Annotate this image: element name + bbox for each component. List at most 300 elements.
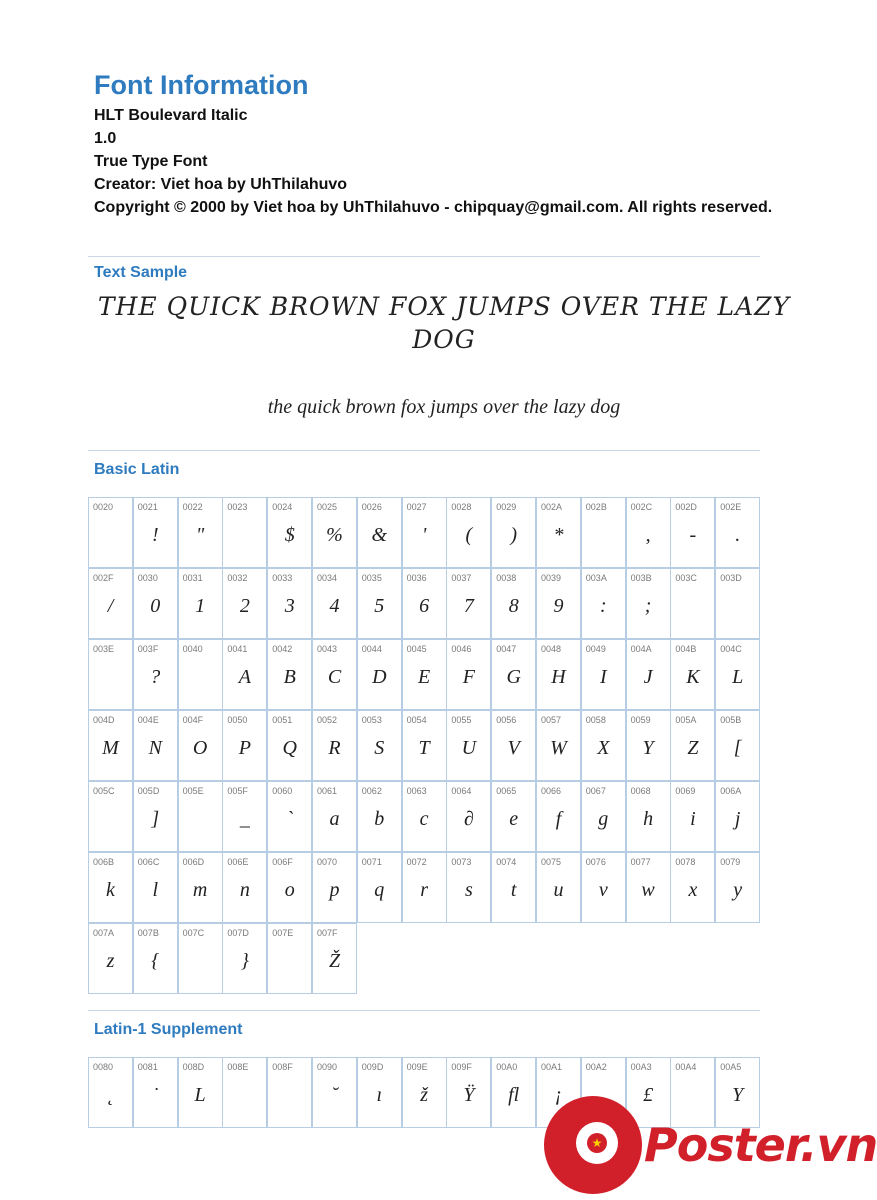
glyph-sample: 6 xyxy=(419,595,430,617)
glyph-sample: 3 xyxy=(284,595,295,617)
glyph-code: 006C xyxy=(137,857,160,867)
glyph-code: 003A xyxy=(585,573,607,583)
glyph-cell xyxy=(581,497,626,568)
basic-latin-heading: Basic Latin xyxy=(94,461,180,478)
glyph-cell xyxy=(536,710,581,781)
glyph-cell xyxy=(133,781,178,852)
glyph-cell xyxy=(178,781,223,852)
glyph-cell xyxy=(222,639,267,710)
glyph-sample: j xyxy=(734,808,741,830)
glyph-cell xyxy=(446,497,491,568)
glyph-code: 0040 xyxy=(182,644,203,654)
glyph-cell xyxy=(222,923,267,994)
glyph-cell xyxy=(402,639,447,710)
glyph-cell xyxy=(88,781,133,852)
glyph-code: 006D xyxy=(182,857,205,867)
glyph-cell xyxy=(581,639,626,710)
glyph-sample: & xyxy=(371,524,388,546)
glyph-code: 0065 xyxy=(496,786,517,796)
glyph-sample: ? xyxy=(150,666,161,688)
glyph-code: 0053 xyxy=(361,715,382,725)
glyph-code: 0030 xyxy=(137,573,158,583)
glyph-sample: k xyxy=(106,879,115,901)
glyph-code: 008E xyxy=(227,1062,249,1072)
glyph-sample: a xyxy=(329,808,340,830)
glyph-sample: r xyxy=(420,879,428,901)
glyph-code: 0070 xyxy=(317,857,338,867)
glyph-cell xyxy=(267,852,312,923)
glyph-sample: L xyxy=(194,1084,206,1106)
glyph-sample: i xyxy=(690,808,696,830)
glyph-code: 0047 xyxy=(496,644,517,654)
glyph-code: 0024 xyxy=(272,502,293,512)
glyph-sample: z xyxy=(106,950,115,972)
glyph-code: 0073 xyxy=(451,857,472,867)
glyph-code: 0038 xyxy=(496,573,517,583)
glyph-code: 0077 xyxy=(630,857,651,867)
glyph-code: 009F xyxy=(451,1062,472,1072)
glyph-cell xyxy=(446,781,491,852)
glyph-code: 0043 xyxy=(317,644,338,654)
glyph-sample: B xyxy=(283,666,296,688)
glyph-sample: ( xyxy=(465,524,473,546)
glyph-cell xyxy=(312,568,357,639)
glyph-cell xyxy=(491,781,536,852)
glyph-code: 0058 xyxy=(585,715,606,725)
glyph-cell xyxy=(536,639,581,710)
glyph-sample: O xyxy=(192,737,208,759)
glyph-code: 0039 xyxy=(541,573,562,583)
glyph-sample: Q xyxy=(282,737,297,759)
glyph-sample: / xyxy=(107,595,114,617)
divider xyxy=(88,1010,760,1011)
glyph-sample: w xyxy=(641,879,655,901)
glyph-code: 006A xyxy=(720,786,742,796)
glyph-cell xyxy=(626,852,671,923)
glyph-code: 0074 xyxy=(496,857,517,867)
glyph-cell xyxy=(222,852,267,923)
glyph-sample: f xyxy=(555,808,562,830)
logo-text: Poster.vn xyxy=(644,1118,877,1172)
glyph-code: 0059 xyxy=(630,715,651,725)
glyph-cell xyxy=(536,852,581,923)
glyph-code: 005F xyxy=(227,786,248,796)
glyph-code: 002C xyxy=(630,502,653,512)
glyph-sample: : xyxy=(599,595,607,617)
glyph-sample: t xyxy=(510,879,517,901)
glyph-code: 0062 xyxy=(361,786,382,796)
glyph-sample: 0 xyxy=(150,595,161,617)
glyph-cell xyxy=(267,497,312,568)
glyph-code: 00A5 xyxy=(720,1062,742,1072)
font-name: HLT Boulevard Italic xyxy=(94,107,248,124)
glyph-cell xyxy=(178,852,223,923)
glyph-code: 0035 xyxy=(361,573,382,583)
glyph-cell xyxy=(491,497,536,568)
glyph-sample: v xyxy=(598,879,608,901)
glyph-code: 0050 xyxy=(227,715,248,725)
glyph-cell xyxy=(402,497,447,568)
glyph-code: 009E xyxy=(406,1062,428,1072)
glyph-code: 005A xyxy=(675,715,697,725)
glyph-cell xyxy=(312,852,357,923)
glyph-cell xyxy=(715,852,760,923)
glyph-cell xyxy=(402,568,447,639)
glyph-code: 005D xyxy=(137,786,160,796)
glyph-code: 0045 xyxy=(406,644,427,654)
glyph-sample: p xyxy=(329,879,340,901)
glyph-cell xyxy=(133,1057,178,1128)
glyph-cell xyxy=(626,497,671,568)
sample-uppercase: THE QUICK BROWN FOX JUMPS OVER THE LAZY DOG xyxy=(97,292,791,354)
glyph-cell xyxy=(133,852,178,923)
glyph-sample: ) xyxy=(510,524,518,546)
glyph-cell xyxy=(267,639,312,710)
glyph-cell xyxy=(88,710,133,781)
glyph-cell xyxy=(626,639,671,710)
glyph-sample: } xyxy=(240,950,249,972)
glyph-sample: V xyxy=(507,737,520,759)
glyph-cell xyxy=(267,1057,312,1128)
glyph-sample: A xyxy=(238,666,251,688)
glyph-cell xyxy=(581,710,626,781)
glyph-sample: g xyxy=(598,808,609,830)
glyph-sample: l xyxy=(152,879,159,901)
glyph-cell xyxy=(446,852,491,923)
glyph-cell xyxy=(402,852,447,923)
glyph-sample: W xyxy=(550,737,567,759)
glyph-sample: S xyxy=(374,737,385,759)
glyph-code: 0075 xyxy=(541,857,562,867)
glyph-code: 003D xyxy=(720,573,742,583)
glyph-code: 0032 xyxy=(227,573,248,583)
glyph-cell xyxy=(446,1057,491,1128)
glyph-cell xyxy=(626,781,671,852)
glyph-code: 0049 xyxy=(585,644,606,654)
glyph-code: 0041 xyxy=(227,644,248,654)
glyph-cell xyxy=(222,710,267,781)
glyph-sample: $ xyxy=(284,524,295,546)
glyph-sample: . xyxy=(735,524,741,546)
glyph-cell xyxy=(267,568,312,639)
glyph-code: 0029 xyxy=(496,502,517,512)
glyph-cell xyxy=(267,923,312,994)
glyph-cell xyxy=(222,781,267,852)
page-title: Font Information xyxy=(94,70,309,100)
glyph-sample: D xyxy=(372,666,387,688)
glyph-code: 0079 xyxy=(720,857,741,867)
glyph-sample: 1 xyxy=(195,595,206,617)
glyph-code: 004D xyxy=(93,715,115,725)
glyph-cell xyxy=(178,1057,223,1128)
glyph-sample: U xyxy=(461,737,477,759)
font-version: 1.0 xyxy=(94,130,117,147)
glyph-code: 0069 xyxy=(675,786,696,796)
glyph-cell xyxy=(222,497,267,568)
glyph-code: 0034 xyxy=(317,573,338,583)
glyph-code: 005B xyxy=(720,715,742,725)
glyph-cell xyxy=(491,710,536,781)
glyph-code: 003B xyxy=(630,573,652,583)
glyph-sample: G xyxy=(506,666,521,688)
glyph-sample: Ÿ xyxy=(463,1084,475,1106)
glyph-code: 0026 xyxy=(361,502,382,512)
latin1-heading: Latin-1 Supplement xyxy=(94,1021,243,1038)
glyph-code: 007D xyxy=(227,928,249,938)
glyph-code: 0027 xyxy=(406,502,427,512)
glyph-cell xyxy=(402,781,447,852)
glyph-code: 0090 xyxy=(317,1062,338,1072)
glyph-cell xyxy=(312,639,357,710)
glyph-code: 007B xyxy=(137,928,159,938)
glyph-sample: x xyxy=(688,879,698,901)
glyph-code: 003C xyxy=(675,573,697,583)
glyph-code: 007C xyxy=(182,928,205,938)
glyph-cell xyxy=(312,923,357,994)
glyph-sample: h xyxy=(643,808,654,830)
glyph-code: 0036 xyxy=(406,573,427,583)
glyph-code: 0072 xyxy=(406,857,427,867)
glyph-code: 0056 xyxy=(496,715,517,725)
divider xyxy=(88,450,760,451)
glyph-code: 002A xyxy=(541,502,563,512)
glyph-cell xyxy=(670,852,715,923)
glyph-sample: o xyxy=(284,879,295,901)
glyph-sample: ˛ xyxy=(107,1084,114,1106)
glyph-code: 0055 xyxy=(451,715,472,725)
glyph-sample: m xyxy=(192,879,208,901)
glyph-sample: Y xyxy=(732,1084,744,1106)
glyph-cell xyxy=(88,568,133,639)
glyph-cell xyxy=(133,639,178,710)
glyph-cell xyxy=(670,710,715,781)
glyph-code: 0025 xyxy=(317,502,338,512)
glyph-code: 0081 xyxy=(137,1062,158,1072)
text-sample-heading: Text Sample xyxy=(94,264,188,281)
glyph-code: 0064 xyxy=(451,786,472,796)
glyph-code: 0060 xyxy=(272,786,293,796)
glyph-code: 006B xyxy=(93,857,115,867)
glyph-cell xyxy=(581,852,626,923)
glyph-code: 0042 xyxy=(272,644,293,654)
glyph-code: 0078 xyxy=(675,857,696,867)
glyph-sample: s xyxy=(464,879,473,901)
glyph-sample: ' xyxy=(421,524,427,546)
glyph-sample: [ xyxy=(733,737,742,759)
glyph-sample: 8 xyxy=(508,595,519,617)
glyph-cell xyxy=(312,781,357,852)
glyph-cell xyxy=(88,1057,133,1128)
glyph-code: 006E xyxy=(227,857,249,867)
divider xyxy=(88,256,760,257)
glyph-cell xyxy=(670,497,715,568)
glyph-code: 0067 xyxy=(585,786,606,796)
glyph-sample: E xyxy=(417,666,431,688)
glyph-cell xyxy=(222,1057,267,1128)
glyph-code: 0028 xyxy=(451,502,472,512)
glyph-cell xyxy=(670,639,715,710)
glyph-sample: H xyxy=(551,666,566,688)
glyph-code: 00A3 xyxy=(630,1062,652,1072)
glyph-code: 0037 xyxy=(451,573,472,583)
glyph-sample: P xyxy=(238,737,251,759)
font-meta xyxy=(94,104,774,219)
glyph-cell xyxy=(178,923,223,994)
glyph-sample: n xyxy=(239,879,250,901)
glyph-cell xyxy=(402,1057,447,1128)
glyph-sample: 5 xyxy=(374,595,385,617)
glyph-sample: M xyxy=(102,737,119,759)
glyph-code: 004E xyxy=(137,715,159,725)
glyph-sample: , xyxy=(645,524,651,546)
glyph-sample: R xyxy=(328,737,341,759)
glyph-sample: 7 xyxy=(463,595,474,617)
glyph-code: 0054 xyxy=(406,715,427,725)
glyph-code: 007F xyxy=(317,928,338,938)
glyph-code: 0071 xyxy=(361,857,382,867)
glyph-cell xyxy=(357,497,402,568)
glyph-sample: q xyxy=(374,879,385,901)
glyph-code: 0020 xyxy=(93,502,114,512)
glyph-code: 0057 xyxy=(541,715,562,725)
glyph-sample: " xyxy=(195,524,205,546)
glyph-sample: u xyxy=(553,879,564,901)
glyph-cell xyxy=(581,781,626,852)
glyph-sample: £ xyxy=(643,1084,654,1106)
glyph-code: 004A xyxy=(630,644,652,654)
glyph-code: 0051 xyxy=(272,715,293,725)
glyph-code: 00A1 xyxy=(541,1062,563,1072)
glyph-sample: _ xyxy=(239,808,250,830)
glyph-cell xyxy=(581,568,626,639)
glyph-code: 002B xyxy=(585,502,607,512)
glyph-code: 0044 xyxy=(361,644,382,654)
glyph-cell xyxy=(312,710,357,781)
glyph-sample: ; xyxy=(644,595,652,617)
glyph-sample: 9 xyxy=(553,595,564,617)
glyph-cell xyxy=(446,710,491,781)
glyph-sample: - xyxy=(689,524,697,546)
glyph-code: 002F xyxy=(93,573,114,583)
glyph-sample: X xyxy=(597,737,610,759)
glyph-code: 0076 xyxy=(585,857,606,867)
glyph-code: 0052 xyxy=(317,715,338,725)
glyph-cell xyxy=(133,710,178,781)
glyph-cell xyxy=(626,568,671,639)
glyph-code: 005C xyxy=(93,786,115,796)
glyph-sample: ž xyxy=(420,1084,428,1106)
sample-lowercase: the quick brown fox jumps over the lazy dog xyxy=(267,396,621,418)
glyph-code: 007A xyxy=(93,928,115,938)
glyph-cell xyxy=(670,568,715,639)
glyph-code: 002E xyxy=(720,502,742,512)
glyph-cell xyxy=(357,568,402,639)
glyph-sample: e xyxy=(509,808,519,830)
glyph-cell xyxy=(536,568,581,639)
glyph-cell xyxy=(536,781,581,852)
glyph-code: 0063 xyxy=(406,786,427,796)
glyph-code: 002D xyxy=(675,502,697,512)
glyph-cell xyxy=(312,1057,357,1128)
glyph-sample: Ž xyxy=(328,950,341,972)
font-creator: Creator: Viet hoa by UhThilahuvo xyxy=(94,176,348,193)
glyph-cell xyxy=(715,710,760,781)
glyph-sample: F xyxy=(462,666,475,688)
glyph-cell xyxy=(133,497,178,568)
glyph-code: 0080 xyxy=(93,1062,114,1072)
poster-logo xyxy=(540,1092,877,1200)
glyph-sample: fl xyxy=(508,1084,520,1106)
glyph-sample: c xyxy=(419,808,429,830)
glyph-cell xyxy=(491,852,536,923)
glyph-sample: Z xyxy=(687,737,699,759)
glyph-cell xyxy=(133,923,178,994)
glyph-sample: y xyxy=(733,879,743,901)
glyph-sample: T xyxy=(418,737,430,759)
glyph-cell xyxy=(88,639,133,710)
glyph-code: 0021 xyxy=(137,502,158,512)
glyph-cell xyxy=(222,568,267,639)
glyph-cell xyxy=(178,710,223,781)
glyph-cell xyxy=(715,781,760,852)
glyph-sample: 2 xyxy=(239,595,250,617)
glyph-code: 004C xyxy=(720,644,742,654)
glyph-cell xyxy=(357,639,402,710)
glyph-cell xyxy=(357,1057,402,1128)
glyph-sample: ¡ xyxy=(554,1084,563,1106)
glyph-sample: Y xyxy=(642,737,654,759)
glyph-sample: { xyxy=(151,950,160,972)
glyph-sample: 4 xyxy=(329,595,340,617)
glyph-code: 0023 xyxy=(227,502,248,512)
glyph-cell xyxy=(178,568,223,639)
glyph-cell xyxy=(446,568,491,639)
glyph-cell xyxy=(491,568,536,639)
glyph-cell xyxy=(88,497,133,568)
glyph-code: 004B xyxy=(675,644,697,654)
glyph-sample: I xyxy=(599,666,607,688)
glyph-code: 003F xyxy=(137,644,159,654)
glyph-code: 0066 xyxy=(541,786,562,796)
glyph-code: 006F xyxy=(272,857,293,867)
glyph-sample: ! xyxy=(151,524,159,546)
glyph-cell xyxy=(178,497,223,568)
glyph-code: 008F xyxy=(272,1062,293,1072)
glyph-code: 0068 xyxy=(630,786,651,796)
glyph-sample: b xyxy=(374,808,385,830)
glyph-sample: ˘ xyxy=(331,1084,338,1106)
glyph-cell xyxy=(670,781,715,852)
glyph-cell xyxy=(446,639,491,710)
glyph-sample: J xyxy=(643,666,653,688)
glyph-cell xyxy=(491,639,536,710)
glyph-code: 008D xyxy=(182,1062,205,1072)
star-icon: ★ xyxy=(591,1136,603,1150)
glyph-cell xyxy=(357,852,402,923)
glyph-sample: L xyxy=(732,666,744,688)
glyph-code: 00A2 xyxy=(585,1062,607,1072)
glyph-sample: ] xyxy=(151,808,160,830)
glyph-cell xyxy=(312,497,357,568)
font-copyright: Copyright © 2000 by Viet hoa by UhThilahuvo - chipquay@gmail.com. All rights reserved. xyxy=(94,199,773,216)
glyph-cell xyxy=(715,639,760,710)
glyph-code: 0046 xyxy=(451,644,472,654)
glyph-code: 0033 xyxy=(272,573,293,583)
glyph-code: 004F xyxy=(182,715,204,725)
glyph-code: 009D xyxy=(361,1062,384,1072)
glyph-code: 005E xyxy=(182,786,204,796)
font-type: True Type Font xyxy=(94,153,208,170)
